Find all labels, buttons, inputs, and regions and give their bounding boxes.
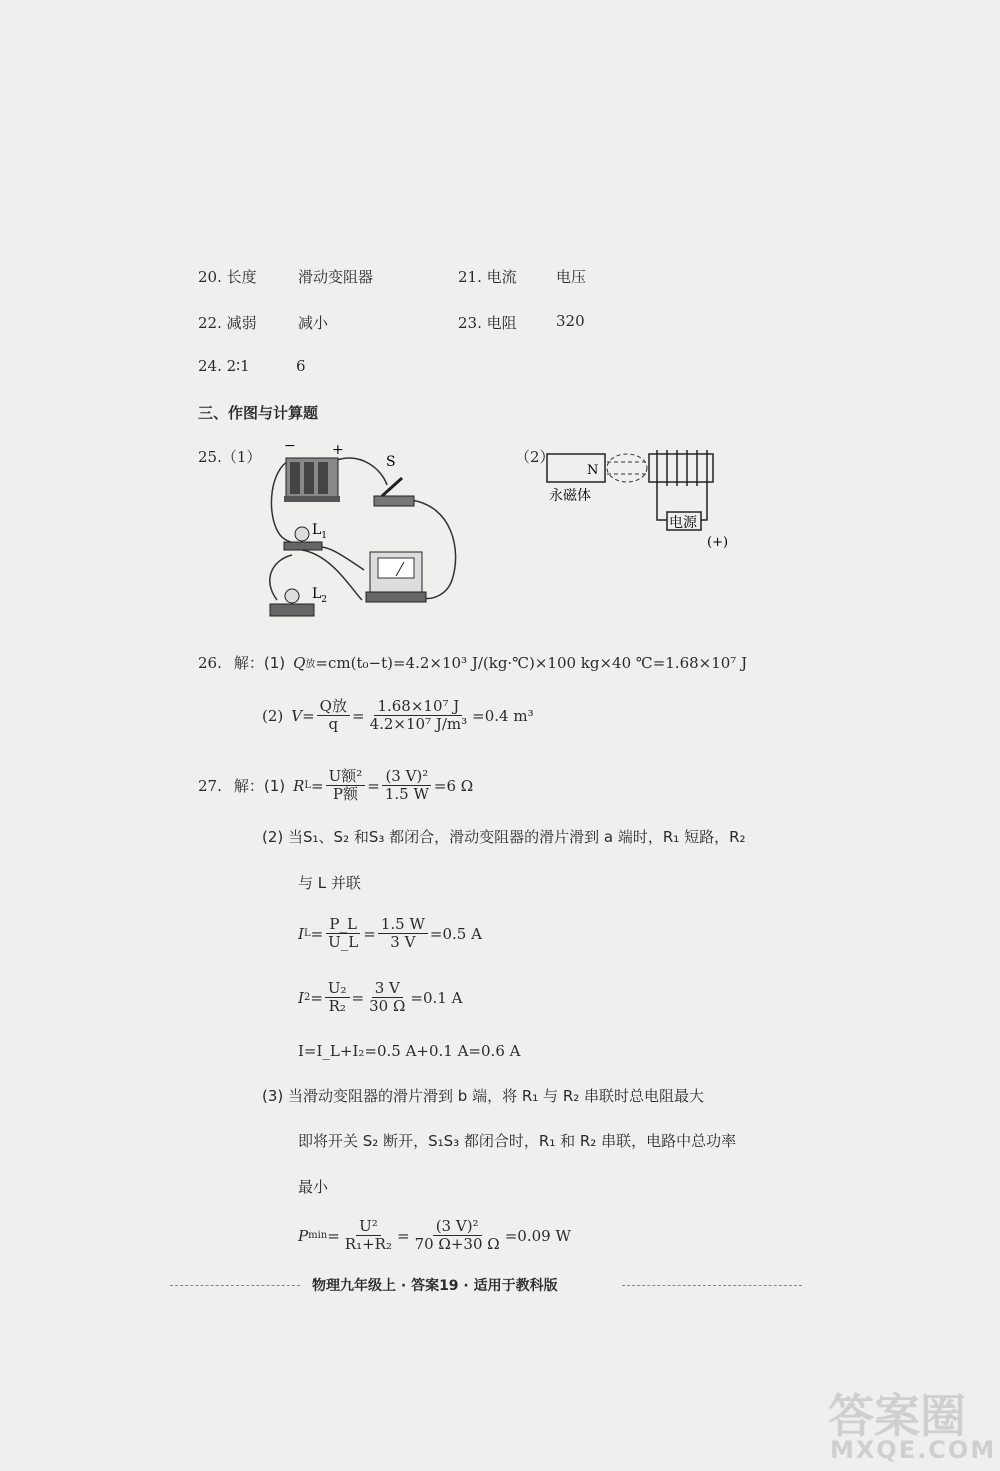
I2-frac-2 xyxy=(366,980,408,1015)
q27-part3-line2: 即将开关 S₂ 断开，S₁S₃ 都闭合时，R₁ 和 R₂ 串联，电路中总功率 xyxy=(298,1132,737,1150)
q27-Itot: I=I_L+I₂=0.5 A+0.1 A=0.6 A xyxy=(298,1042,521,1060)
I2-res: =0.1 A xyxy=(410,988,463,1007)
frac-den: P额 xyxy=(332,785,358,803)
frac-num: U₂ xyxy=(325,980,350,998)
answer-24 xyxy=(198,357,250,375)
q26-Q: Q xyxy=(293,653,306,672)
q27-I2: I 2 = $\frac{\text{U₂}}{\text{R₂}}$ = $\frac{3 V}{30 \Omega}$ =0.1 A xyxy=(298,979,463,1015)
wire xyxy=(337,458,387,485)
frac-den: 1.5 W xyxy=(384,785,429,803)
I2-frac-1 xyxy=(325,980,350,1015)
frac-den: 70 Ω+30 Ω xyxy=(414,1235,500,1253)
IL-frac-2 xyxy=(378,916,428,951)
answer-num: 22. xyxy=(198,314,222,332)
P-res: =0.09 W xyxy=(504,1226,571,1245)
frac-num: 3 V xyxy=(372,980,403,998)
q26-line-1 xyxy=(198,652,747,673)
watermark-url: MXQE.COM xyxy=(830,1436,997,1464)
frac-num: Q放 xyxy=(317,698,350,716)
magnet-pole: N xyxy=(587,463,599,478)
answer-num: 21. xyxy=(458,268,482,286)
frac-den: 3 V xyxy=(390,933,416,951)
magnet-label: 永磁体 xyxy=(549,488,591,504)
answer-24-b: 6 xyxy=(296,357,306,375)
q27-jie: 解：(1) xyxy=(233,777,286,795)
Pmin-left: P xyxy=(298,1226,309,1245)
section-title: 三、作图与计算题 xyxy=(198,404,319,422)
frac-den: R₂ xyxy=(328,997,346,1015)
power-label: 电源 xyxy=(669,515,697,531)
q27-Pmin: P min = $\frac{\text{U²}}{\text{R₁+R₂}}$ = $\frac{\text{(3 V)²}}{70 \Omega+30 \Omega}$ =0.09 W xyxy=(298,1217,571,1253)
answer-a: 减弱 xyxy=(226,314,257,332)
q26-Q-sub: 放 xyxy=(305,659,316,670)
q26-jie: 解：(1) xyxy=(233,654,286,672)
q25-label-1: 25.（1） xyxy=(198,448,262,466)
frac-num: (3 V)² xyxy=(382,768,431,786)
q26-part2: (2) xyxy=(262,706,284,725)
frac-num: P_L xyxy=(326,916,360,934)
answer-23-b: 320 xyxy=(556,312,585,330)
q27-frac-2 xyxy=(382,768,432,803)
wire xyxy=(302,550,362,600)
footer-divider-right xyxy=(622,1285,802,1286)
q26-frac-1 xyxy=(317,698,350,733)
IL-sub: L xyxy=(303,928,311,939)
I2-sub: 2 xyxy=(303,992,311,1003)
q25-label-2: （2） xyxy=(515,448,555,466)
battery-plus: + xyxy=(332,442,344,458)
battery-icon xyxy=(284,458,340,502)
magnet-diagram xyxy=(545,446,775,556)
answer-21 xyxy=(458,266,517,287)
q27-RL: R xyxy=(293,776,305,795)
q27-part3-line1: (3) 当滑动变阻器的滑片滑到 b 端，将 R₁ 与 R₂ 串联时总电阻最大 xyxy=(262,1087,705,1105)
footer-text: 物理九年级上 · 答案19 · 适用于教科版 xyxy=(312,1278,558,1294)
q27-RL-sub: L xyxy=(304,780,312,791)
frac-den: 30 Ω xyxy=(369,997,406,1015)
q26-frac-2 xyxy=(367,698,471,733)
solenoid xyxy=(649,454,713,482)
I2-left: I xyxy=(298,988,304,1007)
answer-20 xyxy=(198,266,257,287)
q26-label: 26. xyxy=(198,653,222,672)
answer-22 xyxy=(198,312,257,333)
q27-part2-line1: (2) 当S₁、S₂ 和S₃ 都闭合，滑动变阻器的滑片滑到 a 端时，R₁ 短路，R₂ xyxy=(262,828,746,846)
frac-num: U额² xyxy=(326,768,366,786)
switch-label: S xyxy=(386,454,396,470)
battery-minus: − xyxy=(284,440,296,454)
q27-IL: I L = $\frac{P\_L}{U\_L}$ = $\frac{1.5 W}{3 V}$ =0.5 A xyxy=(298,915,482,951)
watermark-logo: 答案圈 xyxy=(828,1389,966,1443)
frac-den: U_L xyxy=(328,933,359,951)
q27-res1: =6 Ω xyxy=(433,776,474,795)
lamp-2-label: $L_2$ xyxy=(312,586,328,605)
q26-result: =0.4 m³ xyxy=(472,706,534,725)
frac-den: q xyxy=(328,715,339,733)
frac-den: 4.2×10⁷ J/m³ xyxy=(369,715,468,733)
q27-part3-line3: 最小 xyxy=(298,1178,329,1196)
q27-part2-line2: 与 L 并联 xyxy=(298,874,361,892)
q26-V: V xyxy=(291,706,303,725)
frac-den: R₁+R₂ xyxy=(344,1235,392,1253)
answer-23 xyxy=(458,312,517,333)
answer-21-b: 电压 xyxy=(556,268,587,286)
answer-20-b: 滑动变阻器 xyxy=(298,268,374,286)
wire xyxy=(657,486,667,520)
lamp-1-label: $L_1$ xyxy=(312,522,328,541)
frac-num: U² xyxy=(356,1218,381,1236)
coil xyxy=(657,450,707,486)
lamp-2-icon xyxy=(270,589,314,616)
answer-22-b: 减小 xyxy=(298,314,329,332)
Pmin-sub: min xyxy=(308,1230,328,1241)
q27-line-1: 27. 解：(1) R L = $\frac{\text{U额²}}{\text{P额}}$ = $\frac{\text{(3 V)²}}{1.5 W}$ =6 Ω xyxy=(198,767,474,803)
voltmeter-icon xyxy=(366,552,426,602)
IL-res: =0.5 A xyxy=(429,924,482,943)
q26-line-2: (2) V = $\frac{\text{Q放}}{q}$ = $\frac{\text{1.68×10⁷ J}}{\text{4.2×10⁷ J/m³}}$ =0.4 m³ xyxy=(262,697,534,733)
answer-a: 电阻 xyxy=(486,314,517,332)
IL-frac-1 xyxy=(325,916,361,951)
answer-num: 23. xyxy=(458,314,482,332)
footer-divider-left xyxy=(170,1285,300,1286)
q26-eq1: =cm(t₀−t)=4.2×10³ J/(kg·℃)×100 kg×40 ℃=1.68×10⁷ J xyxy=(315,653,748,672)
switch-icon xyxy=(374,478,414,506)
IL-left: I xyxy=(298,924,304,943)
answer-a: 2∶1 xyxy=(226,357,250,375)
answer-num: 24. xyxy=(198,357,222,375)
answer-num: 20. xyxy=(198,268,222,286)
frac-num: 1.5 W xyxy=(378,916,428,934)
P-frac-2 xyxy=(412,1218,503,1253)
q27-label: 27. xyxy=(198,776,222,795)
field-line xyxy=(607,454,647,482)
frac-num: 1.68×10⁷ J xyxy=(374,698,462,716)
circuit-diagram xyxy=(262,440,472,630)
power-sign: (+) xyxy=(707,535,729,550)
q27-frac-1 xyxy=(326,768,366,803)
answer-a: 长度 xyxy=(226,268,257,286)
wire xyxy=(701,486,707,520)
frac-num: (3 V)² xyxy=(433,1218,482,1236)
answer-a: 电流 xyxy=(486,268,517,286)
P-frac-1 xyxy=(342,1218,395,1253)
